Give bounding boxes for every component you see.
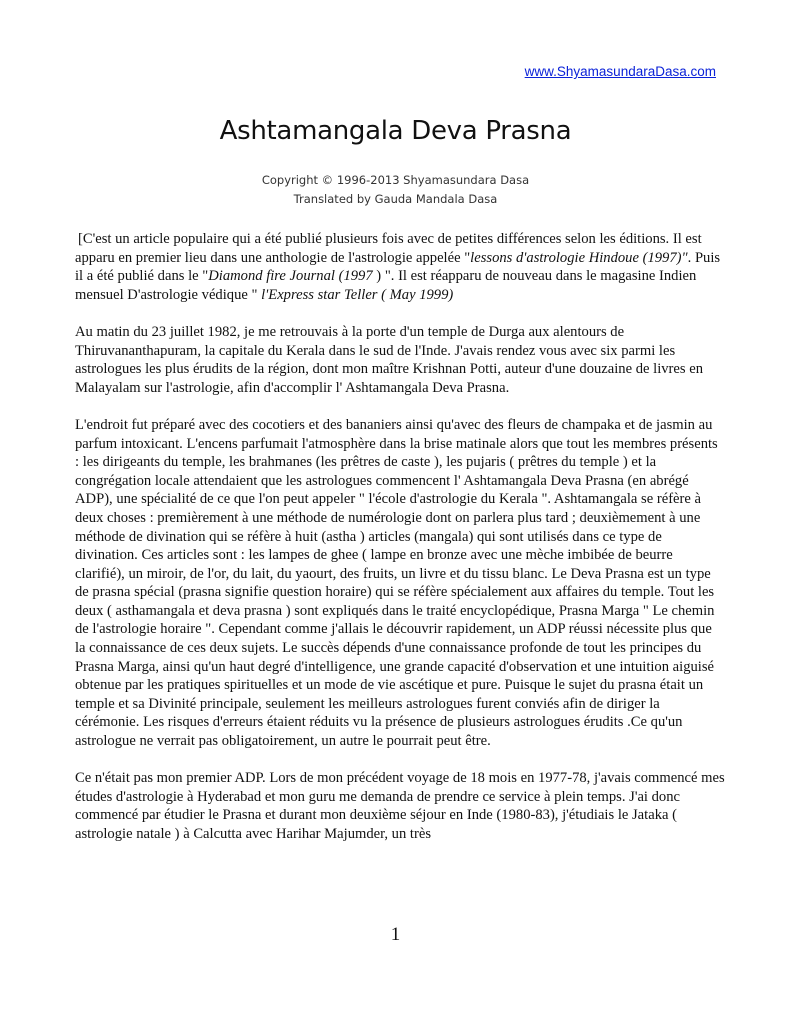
copyright-line: Copyright © 1996-2013 Shyamasundara Dasa xyxy=(261,173,530,187)
paragraph-3: L'endroit fut préparé avec des cocotiers et des bananiers ainsi qu'avec des fleurs de champaka et de jasmin au parfum intoxicant. L'encens parfumait l'atmosphère dans la brise matinale alors que tout les membres présents : les dirigeants du temple, les brahmanes (les prêtres de caste ), les pujaris ( prêtres du temple ) et la congrégation locale attendaient que les astrologues commencent l' Ashtamangala Deva Prasna (en abrégé ADP), une spécialité de ce que l'on peut appeler " l'école d'astrologie du Kerala ". Ashtamangala se réfère à deux choses : premièrement à une méthode de numérologie dont on parlera plus tard ; deuxièmement à une méthode de divination qui se réfère à huit (astha ) articles (mangala) qui sont utilisés dans ce type de divination. Ces articles sont : les lampes de ghee ( lampe en bronze avec une mèche imbibée de beurre clarifié), un miroir, de l'or, du lait, du yaourt, des fruits, un livre et du tissu blanc. Le Deva Prasna est un type de prasna spécial (prasna signifie question horaire) qui se réfère spécialement aux affaires du temple. Tout les deux ( asthamangala et deva prasna ) sont expliqués dans le traité encyclopédique, Prasna Marga " Le chemin de l'astrologie horaire ". Cependant comme j'allais le découvrir rapidement, un ADP réussi nécessite plus que la connaissance de ces deux sujets. Le succès dépends d'une connaissance profonde de tout les principes du Prasna Marga, ainsi qu'un haut degré d'intelligence, une grande capacité d'observation et une intuition aiguisé obtenue par les pratiques spirituelles et un mode de vie ascétique et pure. Puisque le sujet du prasna était un temple et sa Divinité principale, seulement les meilleurs astrologues furent conviés afin de diriger la cérémonie. Les risques d'erreurs étaient réduits vu la présence de plusieurs astrologues érudits .Ce qu'un astrologue ne verrait pas obligatoirement, un autre le pourrait peut être. xyxy=(75,416,718,750)
intro-text-2: . Puis il a été publié dans le " xyxy=(75,249,721,285)
intro-text-3: ) ". Il est réapparu de nouveau dans le magasine Indien mensuel D'astrologie védique " xyxy=(75,268,697,303)
intro-italic-1: lessons d'astrologie Hindoue (1997)" xyxy=(470,249,688,266)
page-number: 1 xyxy=(390,924,401,945)
document-title: Ashtamangala Deva Prasna xyxy=(219,116,572,146)
paragraph-4: Ce n'était pas mon premier ADP. Lors de mon précédent voyage de 18 mois en 1977-78, j'avais commencé mes études d'astrologie à Hyderabad et mon guru me demanda de prendre ce service à plein temps. J'ai donc commencé par étudier le Prasna et durant mon deuxième séjour en Inde (1980-83), j'étudiais le Jataka ( astrologie natale ) à Calcutta avec Harihar Majumder, un très xyxy=(75,770,725,842)
website-link[interactable]: www.ShyamasundaraDasa.com xyxy=(524,64,716,79)
paragraph-2: Au matin du 23 juillet 1982, je me retrouvais à la porte d'un temple de Durga aux alentours de Thiruvananthapuram, la capitale du Kerala dans le sud de l'Inde. J'avais rendez vous avec six parmi les astrologues les plus érudits de la région, dont mon maître Krishnan Potti, auteur d'une douzaine de livres en Malayalam sur l'astrologie, afin d'accomplir l' Ashtamangala Deva Prasna. xyxy=(75,323,703,396)
credits-block xyxy=(0,171,791,209)
intro-italic-2: Diamond fire Journal (1997 xyxy=(208,268,373,285)
intro-paragraph xyxy=(75,230,725,304)
translator-line: Translated by Gauda Mandala Dasa xyxy=(293,192,498,206)
intro-text-1: [C'est un article populaire qui a été publié plusieurs fois avec de petites différences selon les éditions. Il est apparu en premier lieu dans une anthologie de l'astrologie appelée " xyxy=(75,231,702,266)
article-body xyxy=(75,230,725,862)
intro-italic-3: l'Express star Teller ( May 1999) xyxy=(261,286,454,303)
